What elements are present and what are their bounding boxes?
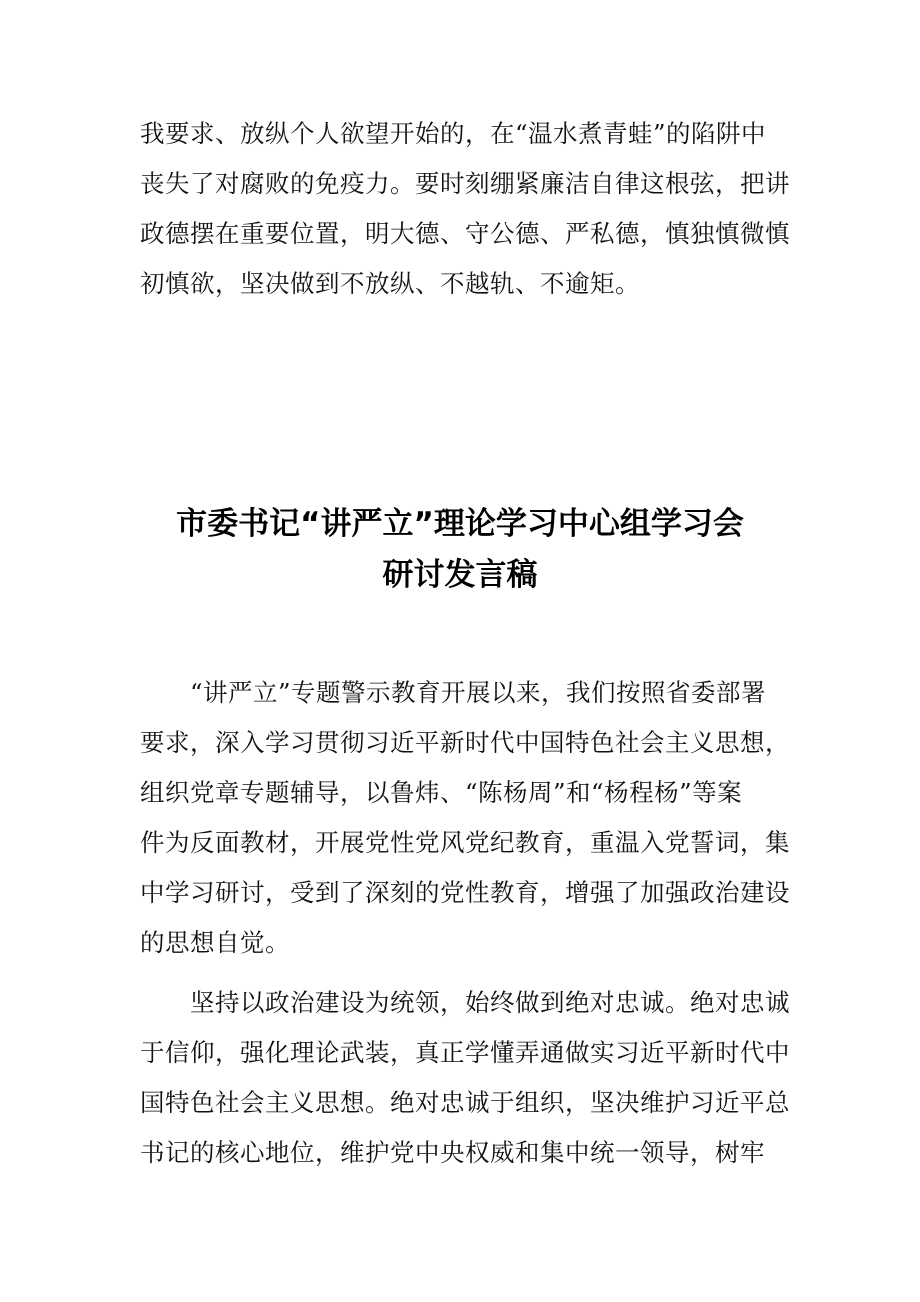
text-line: 坚持以政治建设为统领，始终做到绝对忠诚。绝对忠诚	[140, 988, 790, 1017]
title-line: 市委书记“讲严立”理论学习中心组学习会	[176, 506, 744, 542]
text-line: 丧失了对腐败的免疫力。要时刻绷紧廉洁自律这根弦，把讲	[140, 169, 790, 198]
text-line: 于信仰，强化理论武装，真正学懂弄通做实习近平新时代中	[140, 1038, 790, 1067]
text-line: 初慎欲，坚决做到不放纵、不越轨、不逾矩。	[140, 269, 640, 298]
text-line: 件为反面教材，开展党性党风党纪教育，重温入党誓词，集	[140, 828, 790, 857]
text-line: “讲严立”专题警示教育开展以来，我们按照省委部署	[140, 678, 767, 707]
text-line: 组织党章专题辅导，以鲁炜、“陈杨周”和“杨程杨”等案	[140, 778, 743, 807]
text-line: 中学习研讨，受到了深刻的党性教育，增强了加强政治建设	[140, 878, 790, 907]
text-line: 我要求、放纵个人欲望开始的，在“温水煮青蛙”的陷阱中	[140, 119, 767, 148]
text-line: 政德摆在重要位置，明大德、守公德、严私德，慎独慎微慎	[140, 219, 790, 248]
text-line: 书记的核心地位，维护党中央权威和集中统一领导，树牢	[140, 1138, 765, 1167]
text-line: 国特色社会主义思想。绝对忠诚于组织，坚决维护习近平总	[140, 1088, 790, 1117]
text-line: 要求，深入学习贯彻习近平新时代中国特色社会主义思想，	[140, 728, 790, 757]
text-line: 的思想自觉。	[140, 928, 290, 957]
title-line: 研讨发言稿	[382, 557, 538, 593]
